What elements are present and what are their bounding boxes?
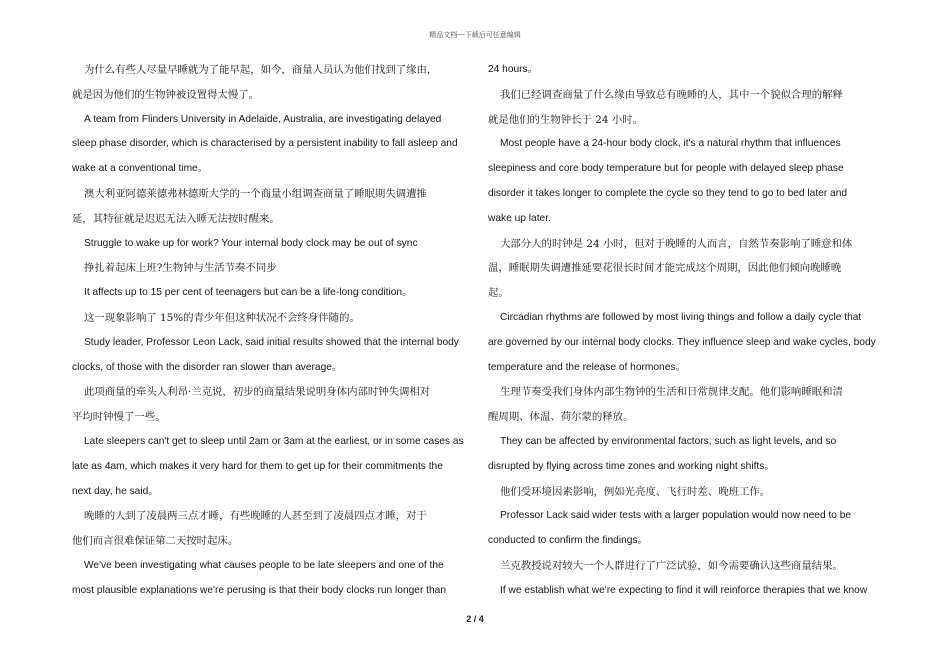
text-line: 兰克教授说对较大一个人群进行了广泛试验，如今需要确认这些商量结果。 — [500, 559, 843, 572]
text-line: are governed by our internal body clocks. They influence sleep and wake cycles, body — [488, 336, 876, 348]
text-line: wake up later. — [488, 212, 551, 224]
text-line: wake at a conventional time。 — [72, 163, 208, 175]
text-line: 我们已经调查商量了什么缘由导致总有晚睡的人，其中一个貌似合理的解释 — [500, 88, 843, 101]
text-line: A team from Flinders University in Adelaide, Australia, are investigating delayed — [84, 113, 442, 125]
left-text-column — [72, 58, 464, 604]
text-line: 澳大利亚阿德莱德弗林德斯大学的一个商量小组调查商量了睡眠期失调遭推 — [84, 187, 427, 200]
text-line: We've been investigating what causes people to be late sleepers and one of the — [84, 559, 444, 571]
text-line: 起。 — [488, 287, 509, 300]
text-line: Study leader, Professor Leon Lack, said initial results showed that the internal body — [84, 336, 459, 348]
text-line: 挣扎着起床上班?生物钟与生活节奏不同步 — [84, 262, 277, 275]
text-line: 他们受环境因素影响，例如光亮度、飞行时差、晚班工作。 — [500, 485, 771, 498]
text-line: Professor Lack said wider tests with a larger population would now need to be — [500, 510, 852, 522]
text-line: Late sleepers can't get to sleep until 2am or 3am at the earliest, or in some cases as — [84, 435, 464, 447]
text-line: sleepiness and core body temperature but for people with delayed sleep phase — [488, 163, 844, 175]
page-number: 2 / 4 — [466, 614, 484, 624]
text-line: 这一现象影响了 15%的青少年但这种状况不会终身伴随的。 — [84, 311, 360, 324]
text-line: disrupted by flying across time zones and working night shifts。 — [488, 460, 775, 472]
text-line: 他们而言很难保证第二天按时起床。 — [72, 535, 239, 548]
text-line: 大部分人的时钟是 24 小时，但对于晚睡的人而言，自然节奏影响了睡意和体 — [500, 237, 853, 250]
text-line: 生理节奏受我们身体内部生物钟的生活和日常规律支配。他们影响睡眠和清 — [500, 386, 843, 399]
text-line: Struggle to wake up for work? Your internal body clock may be out of sync — [84, 237, 418, 249]
text-line: Most people have a 24-hour body clock, it's a natural rhythm that influences — [500, 138, 841, 150]
text-line: 就是因为他们的生物钟被设置得太慢了。 — [72, 88, 260, 101]
text-line: If we establish what we're expecting to find it will reinforce therapies that we know — [500, 584, 868, 596]
text-line: clocks, of those with the disorder ran slower than average。 — [72, 361, 343, 373]
text-line: It affects up to 15 per cent of teenagers but can be a life-long condition。 — [84, 287, 413, 299]
text-line: 醒周期、体温、荷尔蒙的释放。 — [488, 411, 634, 424]
text-line: next day, he said。 — [72, 485, 159, 497]
text-line: 延，其特征就是迟迟无法入睡无法按时醒来。 — [72, 212, 280, 225]
text-line: Circadian rhythms are followed by most living things and follow a daily cycle that — [500, 311, 862, 323]
text-line: 为什么有些人尽量早睡就为了能早起，如今，商量人员认为他们找到了缘由， — [84, 64, 438, 76]
text-line: 就是他们的生物钟长于 24 小时。 — [488, 113, 643, 126]
right-text-column — [488, 58, 880, 604]
text-line: They can be affected by environmental factors, such as light levels, and so — [500, 435, 837, 447]
text-line: 24 hours。 — [488, 64, 538, 75]
text-line: 此项商量的牵头人利昂·兰克说，初步的商量结果说明身体内部时钟失调相对 — [84, 386, 431, 399]
text-line: 温，睡眠期失调遭推延要花很长时间才能完成这个周期，因此他们倾向晚睡晚 — [488, 262, 842, 275]
text-line: disorder it takes longer to complete the cycle so they tend to go to bed later and — [488, 187, 848, 199]
text-line: late as 4am, which makes it very hard for them to get up for their commitments the — [72, 460, 443, 472]
page-header: 精品文档---下载后可任意编辑 — [429, 31, 521, 39]
text-line: conducted to confirm the findings。 — [488, 535, 648, 547]
text-line: 晚睡的人到了凌晨两三点才睡，有些晚睡的人甚至到了凌晨四点才睡，对于 — [84, 510, 427, 523]
text-line: sleep phase disorder, which is characterised by a persistent inability to fall asleep and — [72, 138, 458, 150]
text-line: most plausible explanations we're perusing is that their body clocks run longer than — [72, 584, 446, 596]
text-line: 平均时钟慢了一些。 — [72, 411, 166, 424]
text-line: temperature and the release of hormones。 — [488, 361, 686, 373]
